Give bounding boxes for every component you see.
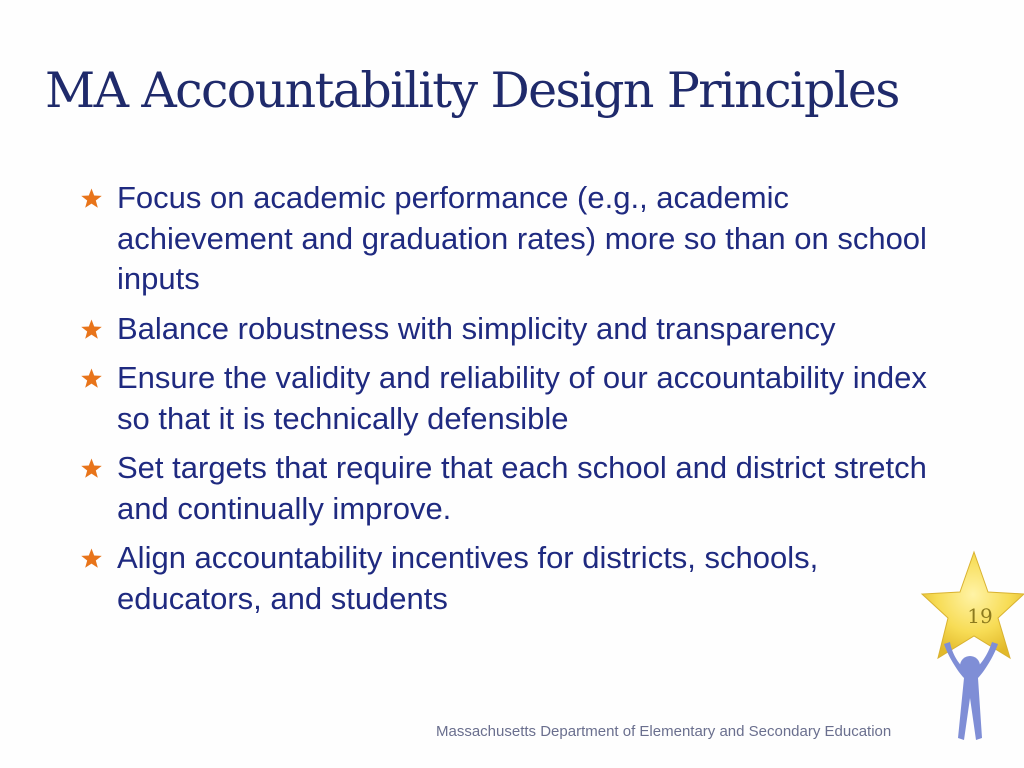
bullet-item xyxy=(80,178,930,300)
bullet-text: Balance robustness with simplicity and transparency xyxy=(117,310,836,346)
star-mascot-icon xyxy=(918,548,1024,768)
footer-text: Massachusetts Department of Elementary and Secondary Education xyxy=(436,723,892,740)
slide-title: MA Accountability Design Principles xyxy=(45,62,899,119)
page-number: 19 xyxy=(967,604,993,628)
bullet-text: Align accountability incentives for districts, schools, educators, and students xyxy=(117,540,819,616)
bullet-item xyxy=(80,309,930,350)
mascot-figure xyxy=(944,642,998,740)
bullet-text: Ensure the validity and reliability of our accountability index so that it is technically defensible xyxy=(117,360,927,436)
star-icon xyxy=(80,187,103,210)
star-icon xyxy=(80,457,103,480)
bullet-text: Focus on academic performance (e.g., academic achievement and graduation rates) more so than on school inputs xyxy=(117,180,927,296)
bullet-item xyxy=(80,448,930,529)
star-icon xyxy=(80,367,103,390)
bullet-item xyxy=(80,358,930,439)
star-icon xyxy=(80,547,103,570)
bullet-list xyxy=(80,178,930,628)
bullet-text: Set targets that require that each school and district stretch and continually improve. xyxy=(117,450,927,526)
star-icon xyxy=(80,318,103,341)
bullet-item xyxy=(80,538,930,619)
